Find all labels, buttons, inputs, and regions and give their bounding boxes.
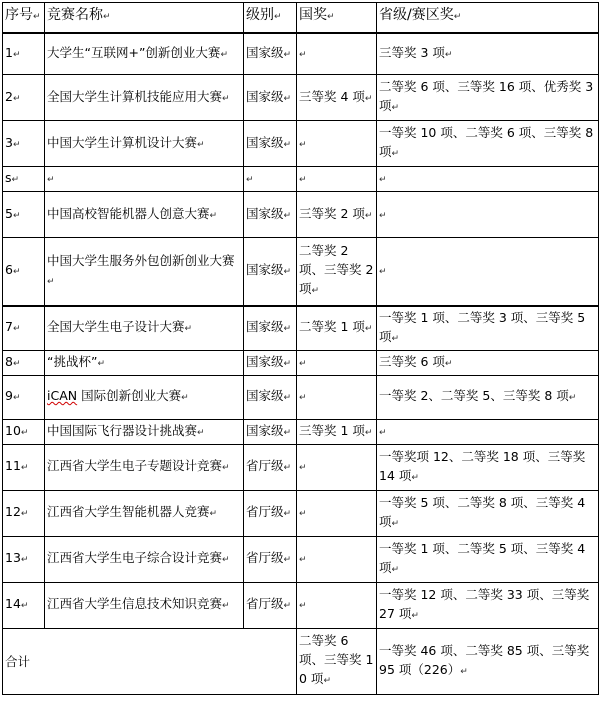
cell-name: 中国大学生服务外包创新创业大赛↵ bbox=[45, 238, 244, 306]
cell-provincial: ↵ bbox=[377, 192, 599, 238]
cell-name: 江西省大学生电子综合设计竞赛↵ bbox=[45, 536, 244, 582]
cell-no: 3↵ bbox=[3, 121, 45, 167]
cell-name: 中国大学生计算机设计大赛↵ bbox=[45, 121, 244, 167]
cell-provincial: ↵ bbox=[377, 167, 599, 192]
cell-name: 中国国际飞行器设计挑战赛↵ bbox=[45, 419, 244, 444]
cell-no: 1↵ bbox=[3, 33, 45, 75]
cell-national: ↵ bbox=[297, 490, 377, 536]
cell-no: 10↵ bbox=[3, 419, 45, 444]
table-row bbox=[3, 350, 599, 375]
cell-level: 省厅级↵ bbox=[244, 582, 297, 628]
table-row bbox=[3, 419, 599, 444]
cell-no: 13↵ bbox=[3, 536, 45, 582]
cell-national: ↵ bbox=[297, 121, 377, 167]
table-row bbox=[3, 306, 599, 351]
cell-name: “挑战杯”↵ bbox=[45, 350, 244, 375]
cell-national: ↵ bbox=[297, 536, 377, 582]
cell-level: 省厅级↵ bbox=[244, 490, 297, 536]
cell-provincial: 一等奖 5 项、二等奖 8 项、三等奖 4 项↵ bbox=[377, 490, 599, 536]
header-national: 国奖↵ bbox=[297, 3, 377, 33]
cell-provincial: ↵ bbox=[377, 419, 599, 444]
header-level: 级别↵ bbox=[244, 3, 297, 33]
cell-level: 省厅级↵ bbox=[244, 536, 297, 582]
cell-level: 国家级↵ bbox=[244, 419, 297, 444]
total-label: 合计 bbox=[3, 628, 297, 694]
cell-provincial: 一等奖 10 项、二等奖 6 项、三等奖 8 项↵ bbox=[377, 121, 599, 167]
cell-level: 国家级↵ bbox=[244, 306, 297, 351]
cell-no: 7↵ bbox=[3, 306, 45, 351]
cell-name: 江西省大学生信息技术知识竞赛↵ bbox=[45, 582, 244, 628]
cell-provincial: 二等奖 6 项、三等奖 16 项、优秀奖 3 项↵ bbox=[377, 75, 599, 121]
table-row bbox=[3, 490, 599, 536]
table-row bbox=[3, 167, 599, 192]
cell-national: ↵ bbox=[297, 33, 377, 75]
table-row bbox=[3, 582, 599, 628]
cell-national: 三等奖 1 项↵ bbox=[297, 419, 377, 444]
table-row bbox=[3, 121, 599, 167]
cell-name: 江西省大学生电子专题设计竞赛↵ bbox=[45, 444, 244, 490]
table-row bbox=[3, 444, 599, 490]
cell-national: 二等奖 2 项、三等奖 2 项↵ bbox=[297, 238, 377, 306]
table-row bbox=[3, 238, 599, 306]
cell-no: 5↵ bbox=[3, 192, 45, 238]
cell-no: 14↵ bbox=[3, 582, 45, 628]
cell-level: ↵ bbox=[244, 167, 297, 192]
cell-national: ↵ bbox=[297, 582, 377, 628]
cell-provincial: ↵ bbox=[377, 238, 599, 306]
header-no: 序号↵ bbox=[3, 3, 45, 33]
cell-level: 国家级↵ bbox=[244, 75, 297, 121]
cell-provincial: 一等奖 1 项、二等奖 3 项、三等奖 5 项↵ bbox=[377, 306, 599, 351]
cell-level: 国家级↵ bbox=[244, 375, 297, 419]
cell-level: 国家级↵ bbox=[244, 350, 297, 375]
cell-level: 国家级↵ bbox=[244, 33, 297, 75]
total-row bbox=[3, 628, 599, 694]
cell-provincial: 一等奖 1 项、二等奖 5 项、三等奖 4 项↵ bbox=[377, 536, 599, 582]
awards-table bbox=[2, 2, 599, 695]
cell-level: 国家级↵ bbox=[244, 192, 297, 238]
cell-national: 三等奖 2 项↵ bbox=[297, 192, 377, 238]
cell-provincial: 三等奖 6 项↵ bbox=[377, 350, 599, 375]
cell-national: ↵ bbox=[297, 375, 377, 419]
table-row bbox=[3, 75, 599, 121]
header-provincial: 省级/赛区奖↵ bbox=[377, 3, 599, 33]
cell-name: 全国大学生电子设计大赛↵ bbox=[45, 306, 244, 351]
cell-name: 大学生“互联网+”创新创业大赛↵ bbox=[45, 33, 244, 75]
cell-name: 中国高校智能机器人创意大赛↵ bbox=[45, 192, 244, 238]
header-name: 竞赛名称↵ bbox=[45, 3, 244, 33]
cell-provincial: 一等奖 12 项、二等奖 33 项、三等奖 27 项↵ bbox=[377, 582, 599, 628]
cell-level: 国家级↵ bbox=[244, 238, 297, 306]
table-row bbox=[3, 33, 599, 75]
cell-no: 2↵ bbox=[3, 75, 45, 121]
cell-national: 二等奖 1 项↵ bbox=[297, 306, 377, 351]
cell-no: 11↵ bbox=[3, 444, 45, 490]
cell-no: 9↵ bbox=[3, 375, 45, 419]
cell-national: ↵ bbox=[297, 350, 377, 375]
cell-no: 12↵ bbox=[3, 490, 45, 536]
cell-national: ↵ bbox=[297, 444, 377, 490]
total-national: 二等奖 6 项、三等奖 10 项↵ bbox=[297, 628, 377, 694]
cell-no: 6↵ bbox=[3, 238, 45, 306]
cell-provincial: 三等奖 3 项↵ bbox=[377, 33, 599, 75]
cell-no: s↵ bbox=[3, 167, 45, 192]
table-row bbox=[3, 375, 599, 419]
cell-national: ↵ bbox=[297, 167, 377, 192]
cell-name: 江西省大学生智能机器人竞赛↵ bbox=[45, 490, 244, 536]
cell-provincial: 一等奖项 12、二等奖 18 项、三等奖 14 项↵ bbox=[377, 444, 599, 490]
cell-level: 省厅级↵ bbox=[244, 444, 297, 490]
cell-provincial: 一等奖 2、二等奖 5、三等奖 8 项↵ bbox=[377, 375, 599, 419]
cell-no: 8↵ bbox=[3, 350, 45, 375]
table-row bbox=[3, 536, 599, 582]
header-row bbox=[3, 3, 599, 33]
cell-name: 全国大学生计算机技能应用大赛↵ bbox=[45, 75, 244, 121]
table-row bbox=[3, 192, 599, 238]
cell-name: iCAN 国际创新创业大赛↵ bbox=[45, 375, 244, 419]
cell-level: 国家级↵ bbox=[244, 121, 297, 167]
cell-national: 三等奖 4 项↵ bbox=[297, 75, 377, 121]
total-provincial: 一等奖 46 项、二等奖 85 项、三等奖 95 项（226）↵ bbox=[377, 628, 599, 694]
cell-name: ↵ bbox=[45, 167, 244, 192]
